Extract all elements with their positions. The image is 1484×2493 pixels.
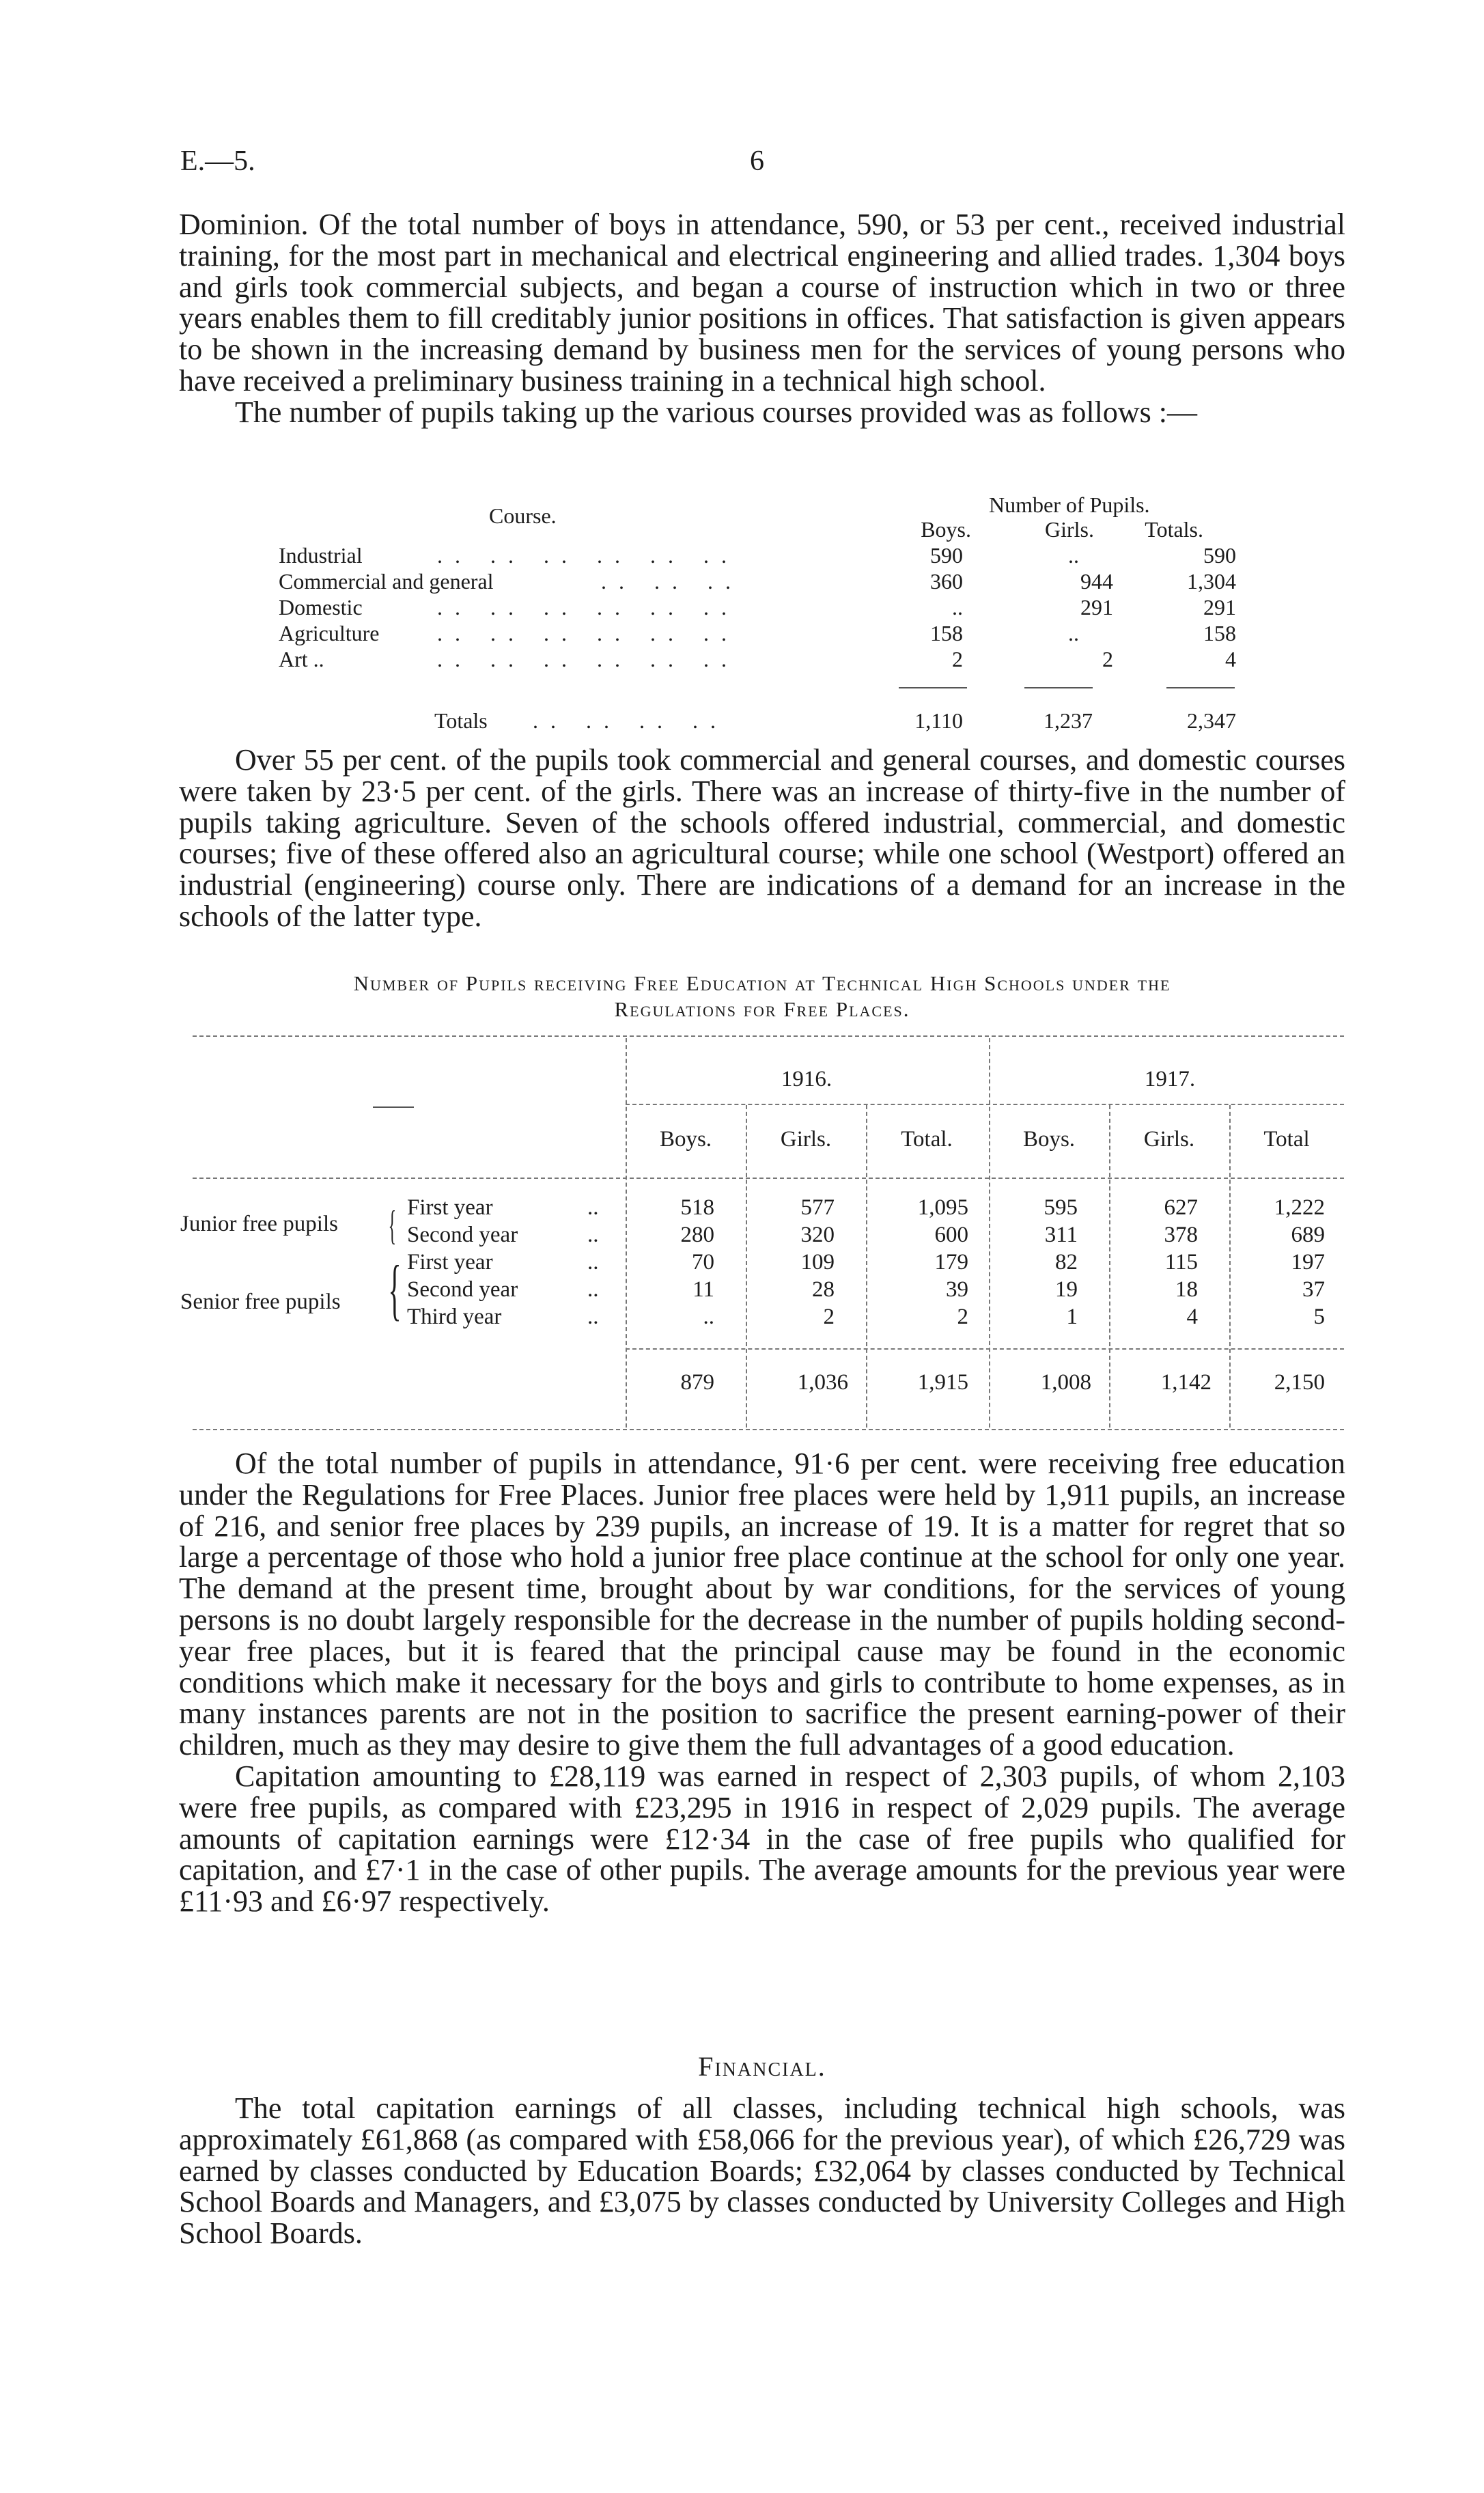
group-senior: Senior free pupils [180,1290,341,1314]
table-title-line1: Number of Pupils receiving Free Education at Technical High Schools under the [353,971,1171,995]
col-boys-1916: Boys. [659,1127,712,1152]
free-paragraph: Of the total number of pupils in attendance, 91·6 per cent. were receiving free education under the Regulations for Free Places. Junior free places were held by 1,911 pupils, an increase of 216, and senior free places by 239 pupils, an increase of 19. It is a matter for regret that so large a percentage of those who hold a junior free place continue at the school for only one year. The demand at the present time, brought about by war conditions, for the services of young persons is no doubt largely responsible for the decrease in the number of pupils holding second-year free places, but it is feared that the principal cause may be found in the economic conditions which make it necessary for the boys and girls to contribute to home expenses, as in many instances parents are not in the position to sacrifice the present earning-power of their children, much as they may desire to give them the full advantages of a good education. [179,1447,1345,1762]
pupils-group-header: Number of Pupils. [989,492,1150,517]
page-section-code: E.—5. [180,145,255,177]
page-number: 6 [750,145,764,177]
year-1917: 1917. [1144,1067,1196,1091]
financial-block [179,2093,1345,2249]
courses-block [179,744,1345,932]
year-1916: 1916. [781,1067,832,1091]
sum-rule [899,687,967,688]
course-header: Course. [489,503,557,528]
intro-block [179,209,1345,428]
table-row: Second year .. 280 320 600 311 378 689 [407,1223,1325,1247]
group-junior: Junior free pupils [180,1212,338,1236]
table-row: Second year .. 11 28 39 19 18 37 [407,1277,1325,1302]
col-girls-1917: Girls. [1143,1127,1195,1152]
rule [193,1035,1344,1037]
table-row: First year .. 518 577 1,095 595 627 1,222 [407,1195,1325,1220]
brace-senior: { [388,1251,402,1327]
col-totals: Totals. [1145,517,1203,542]
table-row: First year .. 70 109 179 82 115 197 [407,1250,1325,1275]
col-boys: Boys. [921,517,971,542]
totals-row: 879 1,036 1,915 1,008 1,142 2,150 [680,1370,1325,1395]
col-total-1917: Total [1263,1127,1310,1152]
sum-rule [1166,687,1235,688]
financial-heading: Financial. [698,2051,826,2082]
col-boys-1917: Boys. [1022,1127,1076,1152]
col-girls: Girls. [1045,517,1094,542]
table-row: Third year .. .. 2 2 1 4 5 [407,1305,1325,1329]
col-girls-1916: Girls. [780,1127,832,1152]
free-block [179,1448,1345,1917]
rule [193,1178,1344,1179]
sum-rule [1024,687,1093,688]
courses-lead: The number of pupils taking up the various courses provided was as follows :— [235,395,1197,429]
rule [193,1429,1344,1430]
table-title-line2: Regulations for Free Places. [614,997,910,1021]
dash [373,1106,414,1108]
rule [626,1348,1344,1350]
intro-paragraph: Dominion. Of the total number of boys in attendance, 590, or 53 per cent., received industrial training, for the most part in mechanical and electrical engineering and allied trades. 1,304 boys and girls took commercial subjects, and began a course of instruction which in two or three years enables them to fill creditably junior positions in offices. That satisfaction is given appears to be shown in the increasing demand by business men for the services of young persons who have received a preliminary business training in a technical high school. [179,208,1345,398]
brace-junior: { [388,1203,397,1248]
col-total-1916: Total. [901,1127,953,1152]
capitation-paragraph: Capitation amounting to £28,119 was earned in respect of 2,303 pupils, of whom 2,103 were free pupils, as compared with £23,295 in 1916 in respect of 2,029 pupils. The average amounts of capitation earnings were £12·34 in the case of free pupils who qualified for capitation, and £7·1 in the case of other pupils. The average amounts for the previous year were £11·93 and £6·97 respectively. [179,1759,1345,1919]
financial-paragraph: The total capitation earnings of all classes, including technical high schools, was approximately £61,868 (as compared with £58,066 for the previous year), of which £26,729 was earned by classes conducted by Education Boards; £32,064 by classes conducted by Technical School Boards and Managers, and £3,075 by classes conducted by University Colleges and High School Boards. [179,2091,1345,2251]
rule [626,1104,1344,1105]
courses-paragraph: Over 55 per cent. of the pupils took commercial and general courses, and domestic courses were taken by 23·5 per cent. of the girls. There was an increase of thirty-five in the number of pupils taking agriculture. Seven of the schools offered industrial, commercial, and domestic courses; five of these offered also an agricultural course; while one school (Westport) offered an industrial (engineering) course only. There are indications of a demand for an increase in the schools of the latter type. [179,743,1345,933]
